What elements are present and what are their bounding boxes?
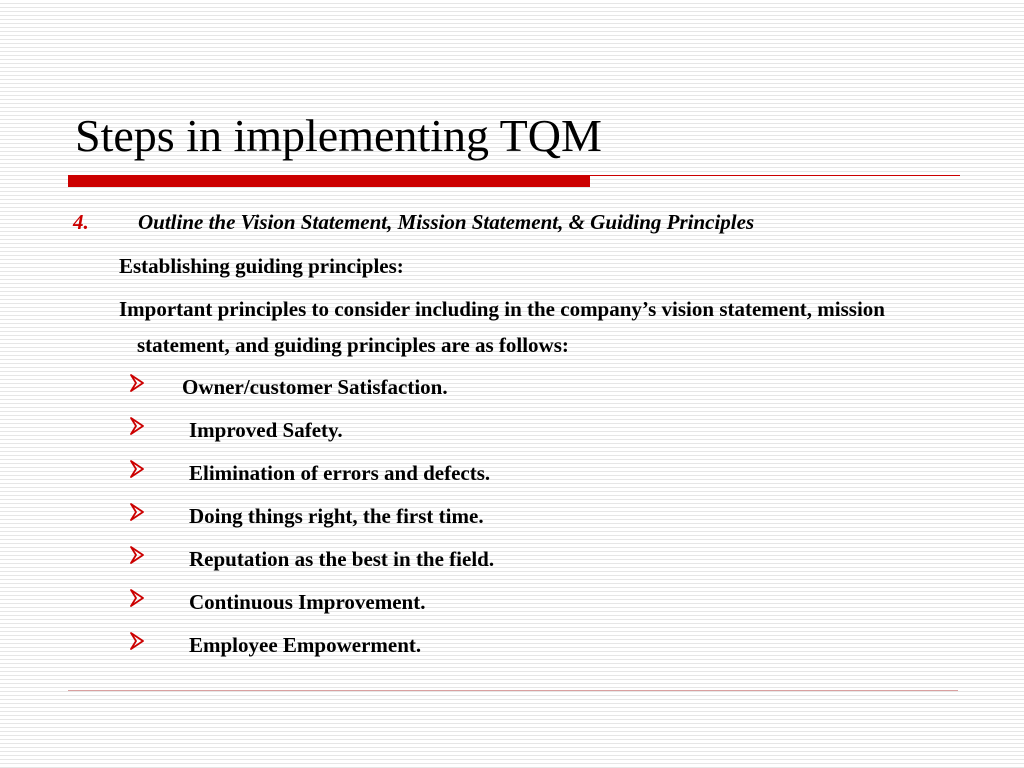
arrowhead-outline-icon (130, 632, 144, 650)
paragraph-important-principles: Important principles to consider including in the company’s vision statement, mission statement, and guiding principles are as follows: (119, 297, 885, 357)
slide-title: Steps in implementing TQM (75, 110, 602, 161)
title-accent-line (590, 175, 960, 176)
list-item-text: Owner/customer Satisfaction. (182, 375, 448, 399)
list-item (0, 412, 1024, 455)
principles-list (0, 369, 1024, 670)
list-item (0, 541, 1024, 584)
list-item-text: Employee Empowerment. (189, 633, 422, 657)
footer-divider (68, 690, 958, 691)
arrowhead-outline-icon (130, 417, 144, 435)
list-item (0, 627, 1024, 670)
arrowhead-outline-icon (130, 589, 144, 607)
list-item (0, 369, 1024, 412)
list-item-text: Doing things right, the first time. (189, 504, 484, 528)
list-item-text: Continuous Improvement. (189, 590, 426, 614)
arrowhead-outline-icon (130, 460, 144, 478)
arrowhead-outline-icon (130, 546, 144, 564)
arrowhead-outline-icon (130, 503, 144, 521)
step-number: 4. (73, 210, 89, 234)
arrowhead-outline-icon (130, 374, 144, 392)
list-item (0, 584, 1024, 627)
list-item (0, 498, 1024, 541)
paragraph-guiding-principles: Establishing guiding principles: (119, 254, 404, 278)
step-heading (0, 207, 1024, 237)
list-item-text: Reputation as the best in the field. (189, 547, 495, 571)
list-item-text: Elimination of errors and defects. (189, 461, 491, 485)
step-text: Outline the Vision Statement, Mission Statement, & Guiding Principles (138, 210, 755, 234)
list-item-text: Improved Safety. (189, 418, 343, 442)
list-item (0, 455, 1024, 498)
title-accent-bar (68, 175, 590, 187)
